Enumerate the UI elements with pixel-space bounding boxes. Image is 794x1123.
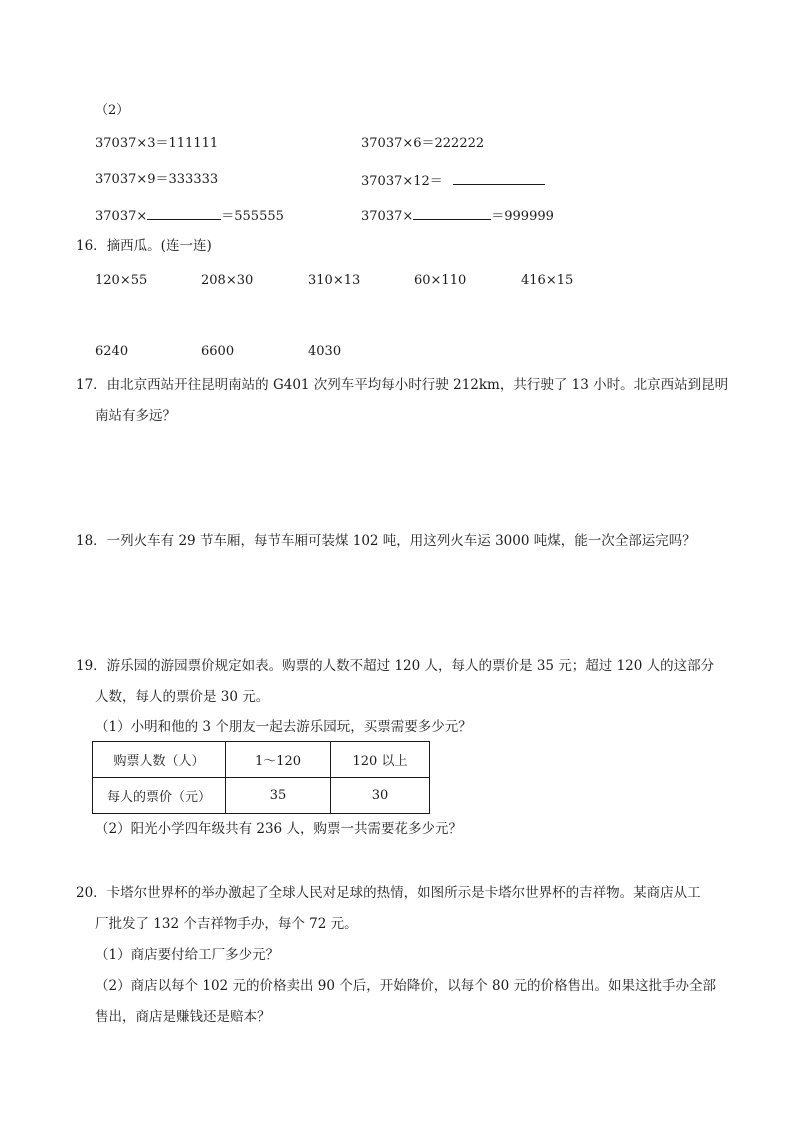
part2-label: （2） [95,103,130,118]
table-cell: 购票人数（人） [93,742,226,778]
equation-6 [361,206,554,226]
question-19-line2: 人数，每人的票价是 30 元。 [95,689,270,705]
equation-5-suffix: ＝555555 [221,209,284,224]
question-19-sub2: （2）阳光小学四年级共有 236 人，购票一共需要花多少元？ [95,821,462,837]
question-16-title: 16．摘西瓜。(连一连) [76,238,212,254]
table-row [93,742,430,778]
question-20-sub2-line2: 售出，商店是赚钱还是赔本？ [95,1009,271,1025]
answer-item: 6240 [95,344,129,359]
question-19-sub1: （1）小明和他的 3 个朋友一起去游乐园玩，买票需要多少元？ [95,719,472,735]
expression-item: 120×55 [95,273,148,288]
expression-item: 60×110 [414,273,467,288]
answer-blank[interactable] [453,171,545,185]
question-19-line1: 19．游乐园的游园票价规定如表。购票的人数不超过 120 人，每人的票价是 35 元；超过 120 人的这部分 [76,658,715,674]
question-17-line2: 南站有多远？ [95,408,176,424]
equation-4 [361,171,545,191]
table-cell: 每人的票价（元） [93,778,226,814]
price-table [92,741,430,814]
equation-5 [95,206,284,226]
question-20-line2: 厂批发了 132 个吉祥物手办，每个 72 元。 [95,916,358,932]
equation-5-prefix: 37037× [95,209,148,224]
expression-item: 310×13 [308,273,361,288]
equation-6-prefix: 37037× [361,209,414,224]
answer-item: 4030 [308,344,342,359]
table-cell: 30 [331,778,430,814]
expression-item: 416×15 [521,273,574,288]
table-cell: 120 以上 [331,742,430,778]
answer-blank[interactable] [413,206,491,220]
answer-blank[interactable] [147,206,221,220]
question-17-line1: 17．由北京西站开往昆明南站的 G401 次列车平均每小时行驶 212km，共行驶了 13 小时。北京西站到昆明 [76,377,729,393]
question-20-line1: 20．卡塔尔世界杯的举办激起了全球人民对足球的热情，如图所示是卡塔尔世界杯的吉祥物。某商店从工 [76,885,701,901]
question-20-sub2-line1: （2）商店以每个 102 元的价格卖出 90 个后，开始降价，以每个 80 元的价格售出。如果这批手办全部 [95,978,716,994]
equation-6-suffix: ＝999999 [491,209,554,224]
table-cell: 35 [226,778,331,814]
table-row [93,778,430,814]
answer-item: 6600 [201,344,235,359]
question-20-sub1: （1）商店要付给工厂多少元？ [95,947,280,963]
equation-2: 37037×6＝222222 [361,136,485,151]
equation-3: 37037×9＝333333 [95,172,219,187]
expression-item: 208×30 [201,273,254,288]
question-18-text: 18．一列火车有 29 节车厢，每节车厢可装煤 102 吨，用这列火车运 3000 吨煤，能一次全部运完吗？ [76,533,696,549]
equation-1: 37037×3＝111111 [95,136,219,151]
equation-4-text: 37037×12＝ [361,174,443,189]
table-cell: 1～120 [226,742,331,778]
